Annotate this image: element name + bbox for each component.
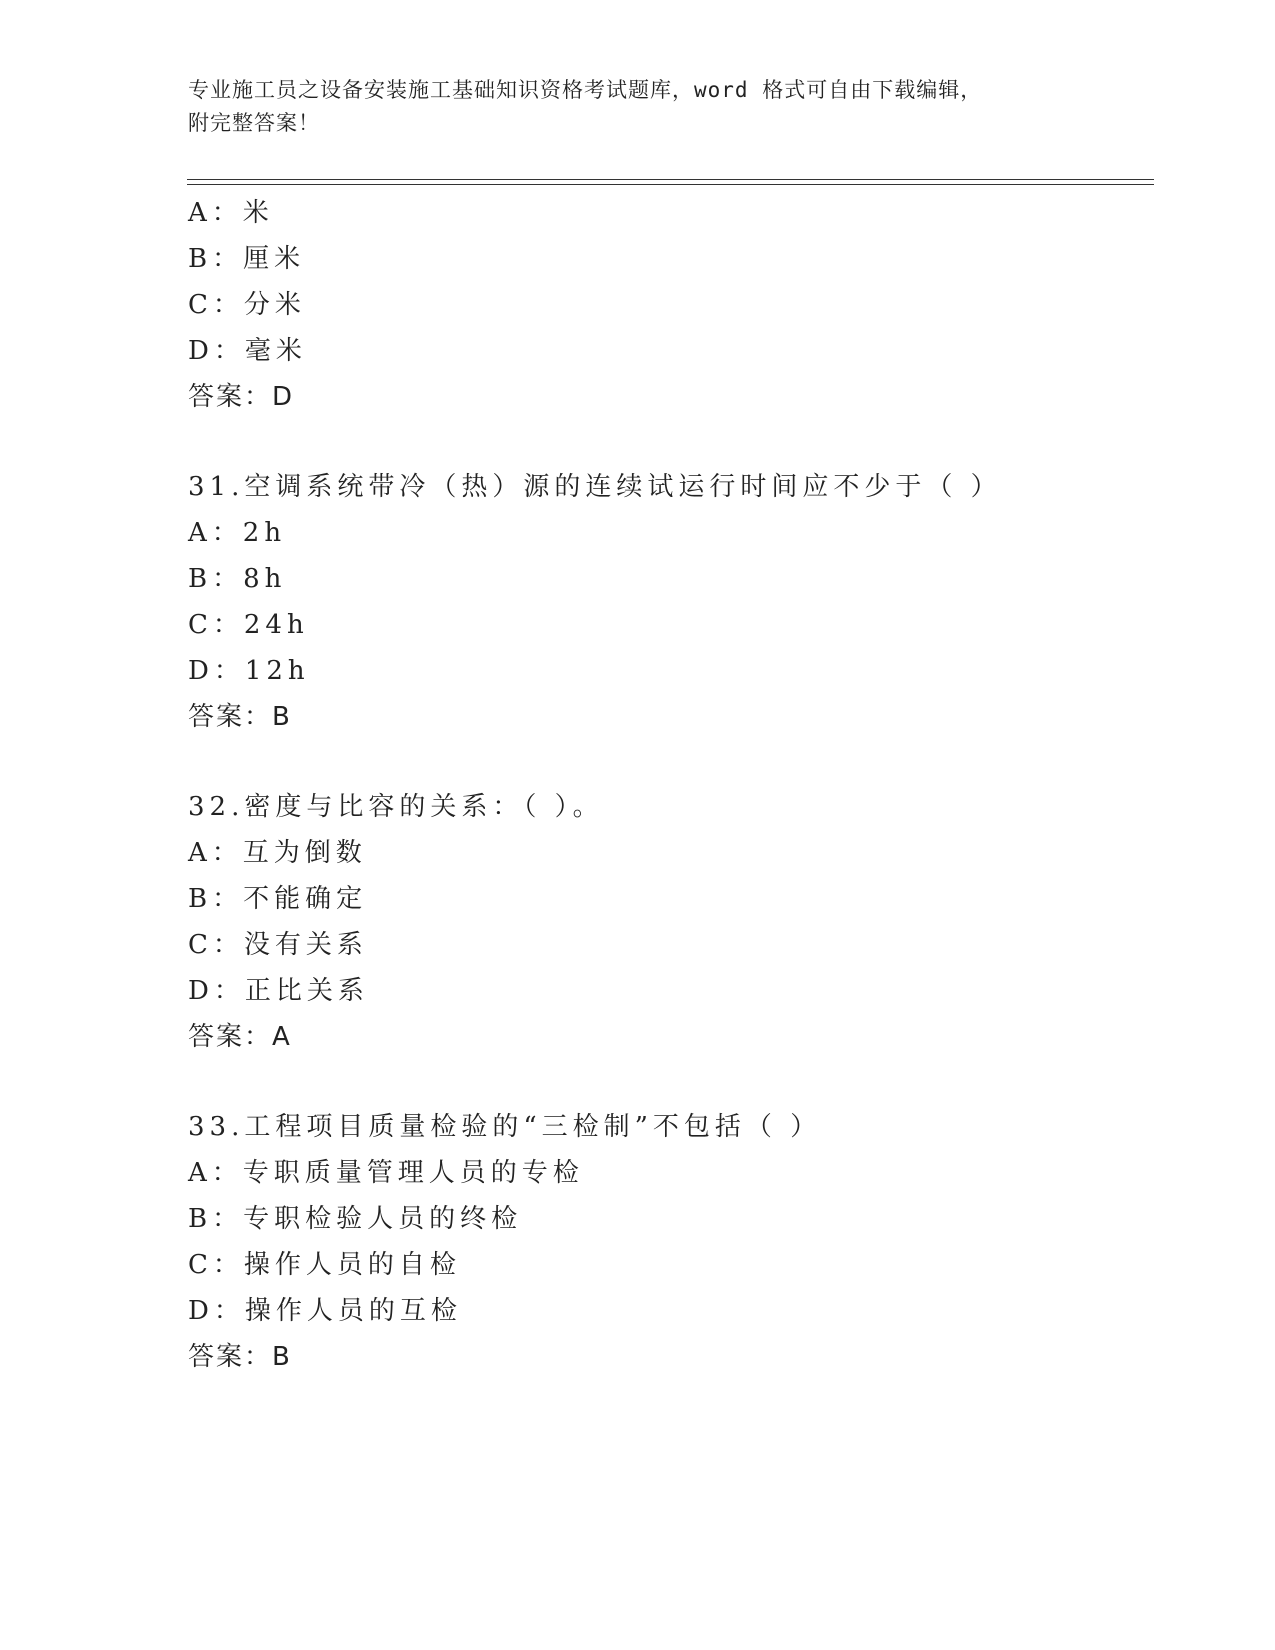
document-header bbox=[188, 74, 1088, 140]
question-text: 32.密度与比容的关系：（ ）。 bbox=[188, 792, 604, 822]
spacer bbox=[188, 740, 1148, 784]
answer-line: 答案：A bbox=[188, 1022, 292, 1052]
option-c: C：24h bbox=[188, 610, 309, 640]
option-b: B：专职检验人员的终检 bbox=[188, 1204, 523, 1234]
header-title-line-1: 专业施工员之设备安装施工基础知识资格考试题库，word 格式可自由下载编辑， bbox=[188, 78, 983, 102]
question-list bbox=[188, 190, 1148, 1380]
option-c: C：没有关系 bbox=[188, 930, 368, 960]
answer-line: 答案：B bbox=[188, 1342, 292, 1372]
answer-line: 答案：B bbox=[188, 702, 292, 732]
option-d: D：正比关系 bbox=[188, 976, 369, 1006]
option-b: B：8h bbox=[188, 564, 287, 594]
question-text: 33.工程项目质量检验的“三检制”不包括（ ） bbox=[188, 1112, 822, 1142]
spacer bbox=[188, 420, 1148, 464]
option-b: B：厘米 bbox=[188, 244, 306, 274]
option-c: C：分米 bbox=[188, 290, 306, 320]
option-d: D：操作人员的互检 bbox=[188, 1296, 462, 1326]
question-block bbox=[188, 464, 1148, 740]
header-divider-bottom bbox=[187, 184, 1154, 185]
spacer bbox=[188, 1060, 1148, 1104]
question-block bbox=[188, 1104, 1148, 1380]
option-b: B：不能确定 bbox=[188, 884, 368, 914]
option-a: A：互为倒数 bbox=[188, 838, 367, 868]
option-d: D：12h bbox=[188, 656, 310, 686]
question-text: 31.空调系统带冷（热）源的连续试运行时间应不少于（ ） bbox=[188, 472, 1002, 502]
option-c: C：操作人员的自检 bbox=[188, 1250, 461, 1280]
header-divider-top bbox=[187, 179, 1154, 180]
option-a: A：2h bbox=[188, 518, 287, 548]
option-d: D：毫米 bbox=[188, 336, 307, 366]
option-a: A：米 bbox=[188, 198, 274, 228]
option-a: A：专职质量管理人员的专检 bbox=[188, 1158, 584, 1188]
answer-line: 答案：D bbox=[188, 382, 295, 412]
question-block bbox=[188, 190, 1148, 420]
question-block bbox=[188, 784, 1148, 1060]
header-title-line-2: 附完整答案！ bbox=[188, 111, 320, 135]
